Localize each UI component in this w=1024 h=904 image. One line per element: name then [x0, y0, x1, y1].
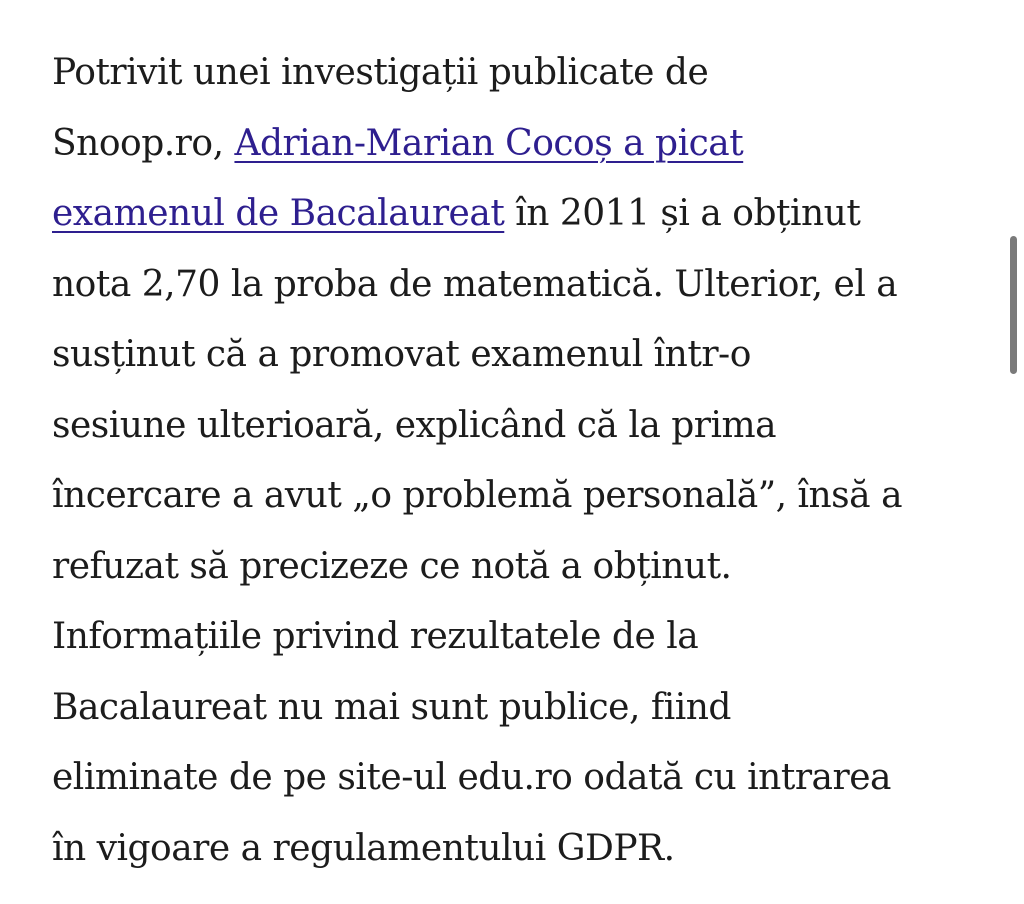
text-line-7: încercare a avut „o problemă personală”, însă a [52, 475, 903, 516]
text-snoop-prefix: Snoop.ro, [52, 122, 235, 164]
text-line-6: sesiune ulterioară, explicând că la prima [52, 404, 777, 446]
text-line-5: susținut că a promovat examenul într-o [52, 334, 751, 375]
text-line-11: eliminate de pe site-ul edu.ro odată cu intrarea [52, 757, 891, 798]
text-line-9: Informațiile privind rezultatele de la [52, 616, 699, 657]
article-link-line-1[interactable]: Adrian-Marian Cocoș a picat [234, 122, 744, 164]
article-link-line-2[interactable]: examenul de Bacalaureat [52, 193, 505, 234]
text-line-8: refuzat să precizeze ce notă a obținut. [52, 545, 732, 587]
text-line-4: nota 2,70 la proba de matematică. Ulterior, el a [52, 263, 898, 305]
scrollbar-thumb[interactable] [1010, 236, 1017, 374]
article-paragraph [52, 38, 992, 884]
text-line-1: Potrivit unei investigații publicate de [52, 52, 709, 93]
text-line-10: Bacalaureat nu mai sunt publice, fiind [52, 686, 731, 728]
text-line-2 [52, 109, 992, 180]
text-line-3-tail: în 2011 și a obținut [504, 193, 861, 234]
text-line-12: în vigoare a regulamentului GDPR. [52, 827, 675, 869]
text-line-3 [52, 179, 992, 250]
